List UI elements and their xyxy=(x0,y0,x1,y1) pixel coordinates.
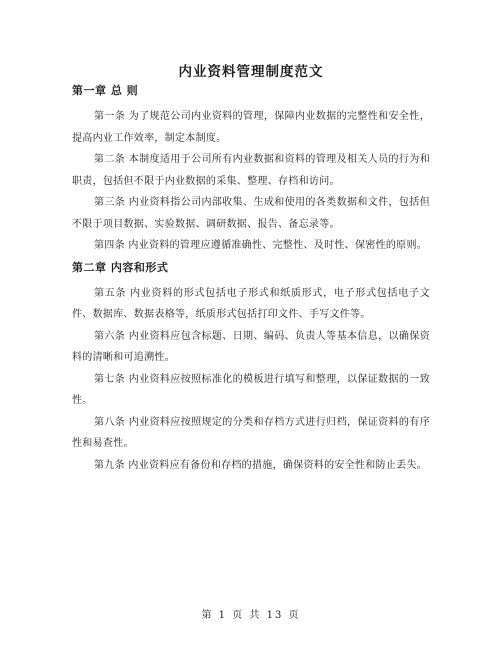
article-paragraph: 第五条 内业资料的形式包括电子形式和纸质形式，电子形式包括电子文件、数据库、数据表格等，纸质形式包括打印文件、手写文件等。 xyxy=(72,287,430,320)
chapter-heading: 第二章 内容和形式 xyxy=(72,260,169,274)
chapter-heading: 第一章 总 则 xyxy=(72,84,139,97)
article-paragraph: 第八条 内业资料应按照规定的分类和存档方式进行归档，保证资料的有序性和易查性。 xyxy=(72,416,430,449)
document-title: 内业资料管理制度范文 xyxy=(178,64,324,80)
article-paragraph: 第六条 内业资料应包含标题、日期、编码、负责人等基本信息，以确保资料的清晰和可追溯性。 xyxy=(72,330,430,363)
article-paragraph: 第七条 内业资料应按照标准化的模板进行填写和整理，以保证数据的一致性。 xyxy=(72,373,430,406)
document-body xyxy=(72,84,430,476)
article-paragraph: 第三条 内业资料指公司内部收集、生成和使用的各类数据和文件，包括但不限于项目数据、实验数据、调研数据、报告、备忘录等。 xyxy=(72,197,430,230)
page-number-footer: 第 1 页 共 13 页 xyxy=(201,610,301,621)
article-paragraph: 第九条 内业资料应有备份和存档的措施，确保资料的安全性和防止丢失。 xyxy=(94,459,428,471)
article-paragraph: 第一条 为了规范公司内业资料的管理，保障内业数据的完整性和安全性，提高内业工作效率，制定本制度。 xyxy=(72,111,430,144)
article-paragraph: 第二条 本制度适用于公司所有内业数据和资料的管理及相关人员的行为和职责，包括但不限于内业数据的采集、整理、存档和访问。 xyxy=(72,154,430,187)
article-paragraph: 第四条 内业资料的管理应遵循准确性、完整性、及时性、保密性的原则。 xyxy=(94,240,428,251)
